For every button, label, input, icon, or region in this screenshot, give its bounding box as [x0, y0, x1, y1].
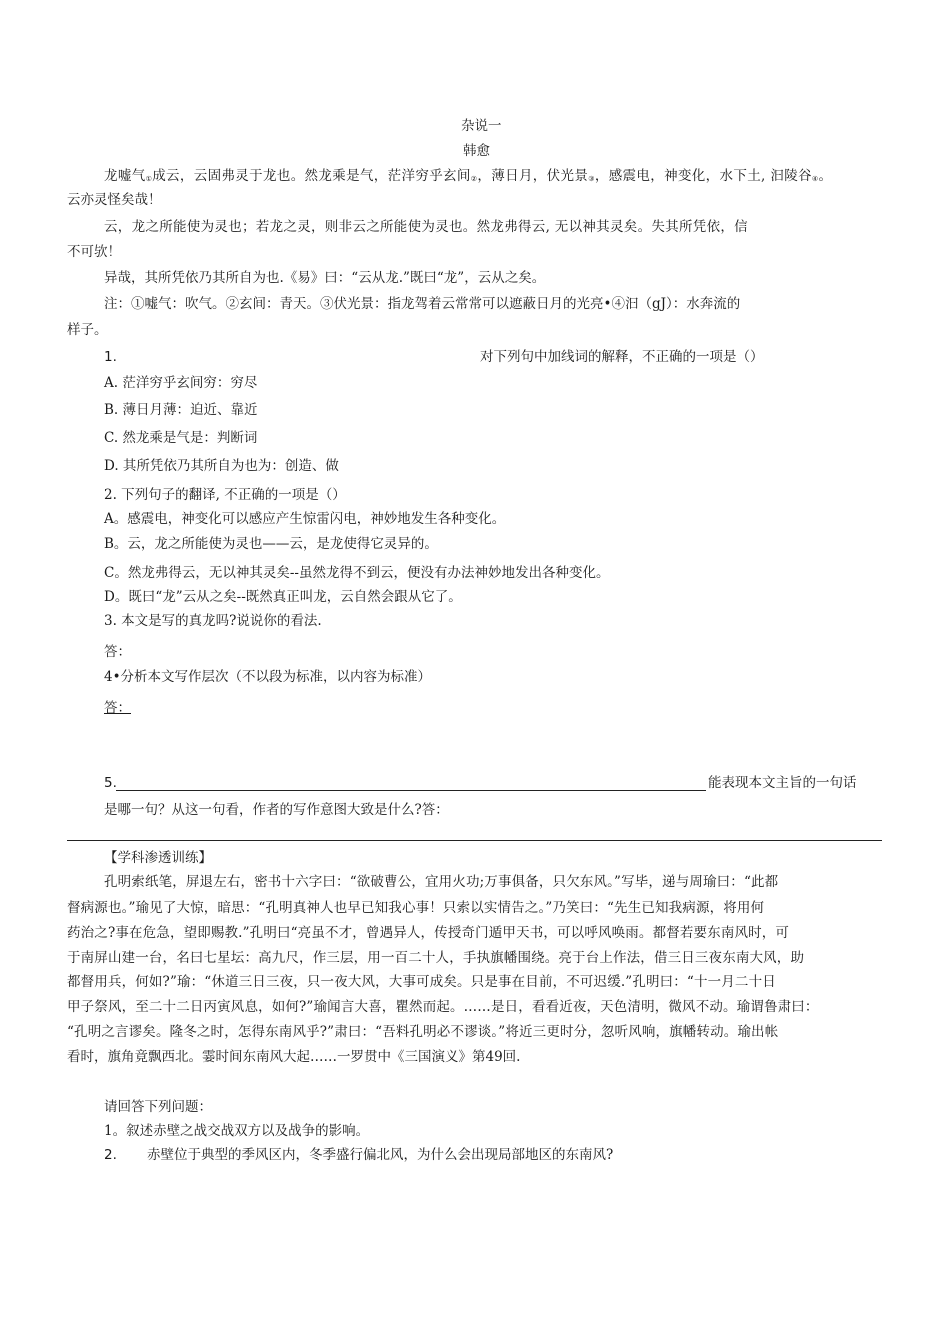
question-1-stem: 对下列句中加线词的解释，不正确的一项是（） [480, 349, 764, 365]
training-passage-line: “孔明之言谬矣。隆冬之时，怎得东南风乎?”肃曰：“吾料孔明必不谬谈。”将近三更时分，忽听风响，旗幡转动。瑜出帐 [67, 1024, 779, 1040]
question-1-option-a: A. 茫洋穷乎玄间穷：穷尽 [104, 375, 258, 391]
footnote-marker: ③ [588, 175, 595, 183]
page-title: 杂说一 [461, 118, 502, 134]
question-5-blank-line [116, 790, 706, 791]
training-passage-line: 都督用兵，何如?”瑜：“休道三日三夜，只一夜大风，大事可成矣。只是事在目前，不可迟缓.”孔明曰：“十一月二十日 [67, 974, 776, 990]
footnotes-cont: 样子。 [67, 322, 108, 338]
question-4-stem: 4•分析本文写作层次（不以段为标准，以内容为标准） [104, 669, 432, 685]
footnote-marker: ④ [811, 175, 819, 183]
training-passage-line: 药治之?事在危急，望即赐教.”孔明曰“亮虽不才，曾遇异人，传授奇门遁甲天书，可以呼风唤雨。都督若要东南风时，可 [67, 925, 790, 941]
question-3-stem: 3. 本文是写的真龙吗?说说你的看法. [104, 613, 322, 629]
passage-paragraph-3: 异哉，其所凭依乃其所自为也.《易》曰：“云从龙.”既曰“龙”，云从之矣。 [104, 270, 546, 286]
footnote-marker: ① [145, 175, 153, 183]
training-passage-line: 甲子祭风，至二十二日丙寅风息，如何?”瑜闻言大喜，瞿然而起。……是日，看看近夜，天色清明，微风不动。瑜谓鲁肃曰： [67, 999, 819, 1015]
question-2-stem: 2. 下列句子的翻译, 不正确的一项是（） [104, 487, 346, 503]
passage-paragraph-2: 云，龙之所能使为灵也；若龙之灵，则非云之所能使为灵也。然龙弗得云, 无以神其灵矣。失其所凭依，信 [104, 219, 748, 235]
training-heading: 【学科渗透训练】 [104, 850, 212, 866]
passage-text: 龙嘘气 [104, 168, 146, 184]
footnote-marker: ② [470, 175, 478, 183]
training-passage-line: 于南屏山建一台，名曰七星坛：高九尺，作三层，用一百二十人，手执旗幡围绕。亮于台上作法，借三日三夜东南大风，助 [67, 950, 805, 966]
passage-text: ，薄日月，伏光景 [477, 168, 589, 184]
question-2-option-d: D。既曰“龙”云从之矣--既然真正叫龙，云自然会跟从它了。 [104, 589, 462, 605]
author-name: 韩愈 [463, 143, 490, 159]
question-5-stem: 是哪一句？从这一句看，作者的写作意图大致是什么?答： [104, 802, 449, 818]
training-passage-line: 督病源也。”瑜见了大惊，暗思：“孔明真神人也早已知我心事！只索以实情告之。”乃笑曰：“先生已知我病源，将用何 [67, 900, 765, 916]
passage-paragraph-1-cont: 云亦灵怪矣哉！ [67, 192, 162, 208]
section-divider [67, 840, 882, 841]
question-2-option-b: B。云，龙之所能使为灵也——云，是龙使得它灵异的。 [104, 536, 438, 552]
question-2-option-a: A。感震电，神变化可以感应产生惊雷闪电，神妙地发生各种变化。 [104, 511, 506, 527]
passage-text: 。 [818, 168, 833, 184]
training-question-2: 赤壁位于典型的季风区内，冬季盛行偏北风，为什么会出现局部地区的东南风? [147, 1147, 614, 1163]
question-3-answer-label: 答： [104, 644, 131, 660]
question-1-option-c: C. 然龙乘是气是：判断词 [104, 430, 258, 446]
passage-paragraph-1 [104, 166, 832, 189]
question-1-number: 1. [104, 349, 117, 365]
question-4-answer-label: 答： [104, 700, 131, 716]
training-question-1: 1。叙述赤壁之战交战双方以及战争的影响。 [104, 1123, 370, 1139]
training-passage-line: 看时，旗角竟飘西北。霎时间东南风大起……一罗贯中《三国演义》第49回. [67, 1049, 521, 1065]
question-2-option-c: C。然龙弗得云，无以神其灵矣--虽然龙得不到云，便没有办法神妙地发出各种变化。 [104, 565, 610, 581]
training-prompt: 请回答下列问题： [104, 1099, 212, 1115]
question-5-number: 5. [104, 775, 117, 791]
question-1-option-d: D. 其所凭依乃其所自为也为：创造、做 [104, 458, 339, 474]
training-question-2-number: 2. [104, 1147, 117, 1163]
question-1-option-b: B. 薄日月薄：迫近、靠近 [104, 402, 258, 418]
passage-text: 成云，云固弗灵于龙也。然龙乘是气，茫洋穷乎玄间 [152, 168, 471, 184]
training-passage-line: 孔明索纸笔，屏退左右，密书十六字曰：“欲破曹公，宜用火功;万事俱备，只欠东风。”写毕，递与周瑜曰：“此都 [104, 874, 779, 890]
footnotes: 注：①嘘气：吹气。②玄间：青天。③伏光景：指龙驾着云常常可以遮蔽日月的光亮•④汩（gJ）：水奔流的 [104, 296, 741, 312]
question-5-stem-tail: 能表现本文主旨的一句话 [708, 775, 857, 791]
passage-paragraph-2-cont: 不可欤！ [67, 244, 121, 260]
passage-text: ，感震电，神变化，水下土, 汩陵谷 [594, 168, 812, 184]
